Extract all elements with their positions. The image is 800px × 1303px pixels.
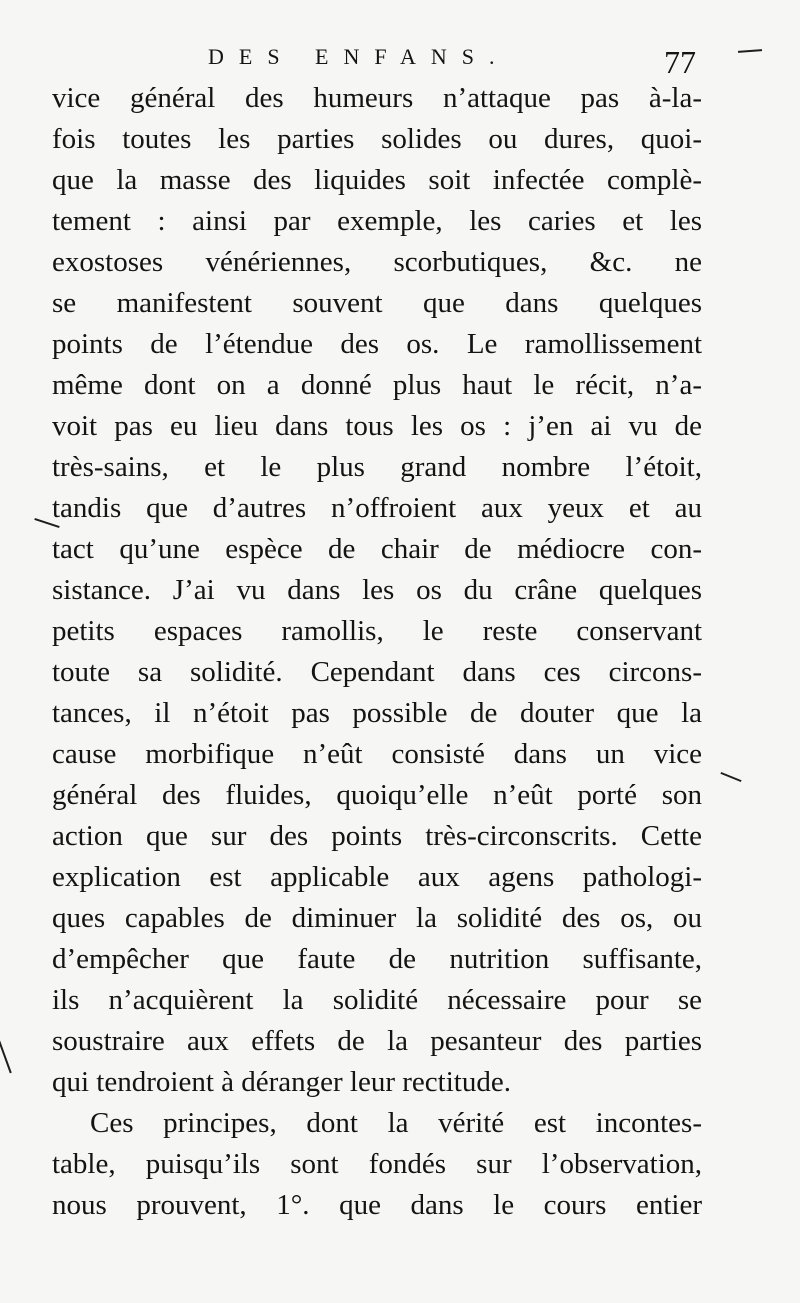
text-line: toute sa solidité. Cependant dans ces circons- bbox=[52, 656, 702, 688]
text-line: tement : ainsi par exemple, les caries et les bbox=[52, 205, 702, 237]
text-line: général des fluides, quoiqu’elle n’eût porté son bbox=[52, 779, 702, 811]
text-line: tact qu’une espèce de chair de médiocre con- bbox=[52, 533, 702, 565]
text-line: sistance. J’ai vu dans les os du crâne quelques bbox=[52, 574, 702, 606]
text-line: exostoses vénériennes, scorbutiques, &c. ne bbox=[52, 246, 702, 278]
text-line: tandis que d’autres n’offroient aux yeux et au bbox=[52, 492, 702, 524]
text-line: tances, il n’étoit pas possible de douter que la bbox=[52, 697, 702, 729]
page-number: 77 bbox=[664, 44, 696, 80]
text-line: ils n’acquièrent la solidité nécessaire pour se bbox=[52, 984, 702, 1016]
text-line: petits espaces ramollis, le reste conservant bbox=[52, 615, 702, 647]
text-line: explication est applicable aux agens pathologi- bbox=[52, 861, 702, 893]
margin-mark bbox=[720, 772, 741, 782]
body-text bbox=[52, 78, 702, 1226]
text-line: action que sur des points très-circonscrits. Cette bbox=[52, 820, 702, 852]
text-line: d’empêcher que faute de nutrition suffisante, bbox=[52, 943, 702, 975]
text-line: que la masse des liquides soit infectée complè- bbox=[52, 164, 702, 196]
margin-mark bbox=[0, 1041, 12, 1074]
text-line: très-sains, et le plus grand nombre l’étoit, bbox=[52, 451, 702, 483]
text-line: soustraire aux effets de la pesanteur des parties bbox=[52, 1025, 702, 1057]
text-line: voit pas eu lieu dans tous les os : j’en ai vu de bbox=[52, 410, 702, 442]
text-line: ques capables de diminuer la solidité des os, ou bbox=[52, 902, 702, 934]
running-head: DES ENFANS. bbox=[208, 44, 510, 69]
text-line: fois toutes les parties solides ou dures, quoi- bbox=[52, 123, 702, 155]
text-line: même dont on a donné plus haut le récit, n’a- bbox=[52, 369, 702, 401]
margin-mark bbox=[738, 49, 762, 53]
text-line: table, puisqu’ils sont fondés sur l’observation, bbox=[52, 1148, 702, 1180]
text-line: qui tendroient à déranger leur rectitude. bbox=[52, 1066, 511, 1098]
text-line: cause morbifique n’eût consisté dans un vice bbox=[52, 738, 702, 770]
text-line: se manifestent souvent que dans quelques bbox=[52, 287, 702, 319]
text-line: Ces principes, dont la vérité est incontes- bbox=[90, 1107, 702, 1139]
text-line: points de l’étendue des os. Le ramollissement bbox=[52, 328, 702, 360]
text-line: vice général des humeurs n’attaque pas à-la- bbox=[52, 82, 702, 114]
text-line: nous prouvent, 1°. que dans le cours entier bbox=[52, 1189, 702, 1221]
